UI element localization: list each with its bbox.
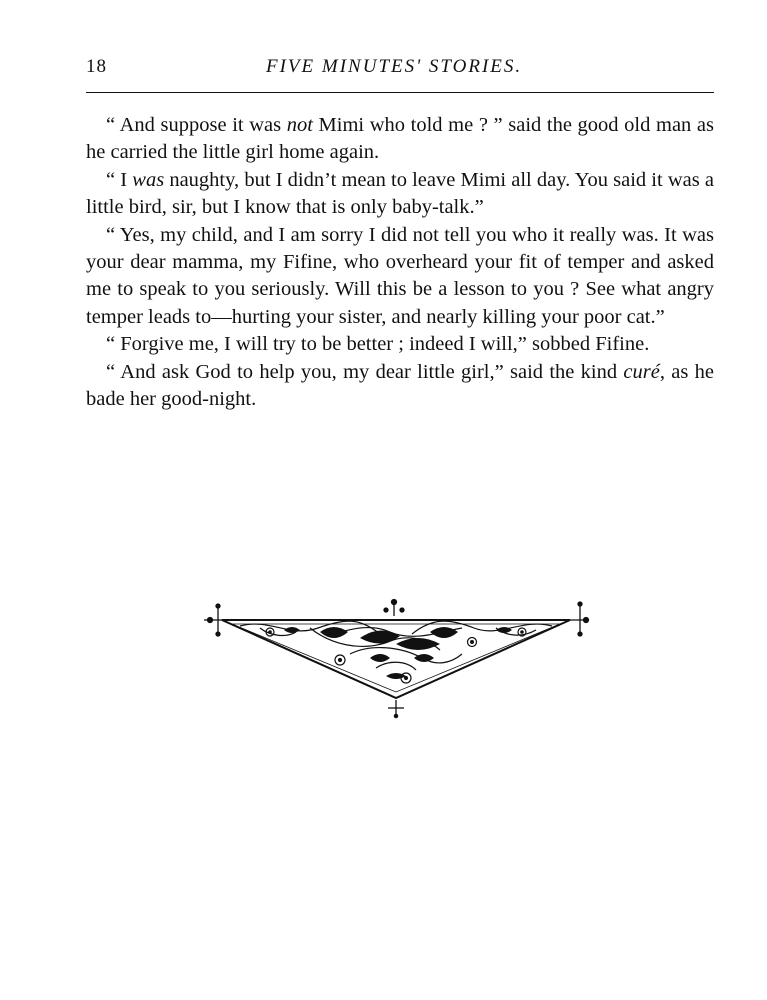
running-head <box>86 56 714 84</box>
text-run: “ Forgive me, I will try to be better ; indeed I will,” sobbed Fifine. <box>106 333 650 356</box>
page-number: 18 <box>86 56 107 77</box>
paragraph <box>86 359 714 414</box>
header-rule <box>86 92 714 93</box>
story-text <box>86 112 714 413</box>
text-run: “ Yes, my child, and I am sorry I did not tell you who it really was. It was your dear mamma, my Fifine, who overheard your fit of temper and asked me to speak to you seriously. Will this be a lesson to you ? See what angry temper leads to—hurting your sister, and nearly killing your poor cat.” <box>86 223 714 328</box>
paragraph <box>86 167 714 222</box>
italic-run: was <box>132 168 165 191</box>
text-run: “ I <box>106 168 133 191</box>
text-run: Mimi who told me ? ” said the good old man as he carried the little girl home again. <box>86 114 714 164</box>
floral-tailpiece-ornament-icon <box>200 598 592 720</box>
paragraph <box>86 112 714 167</box>
text-run: naughty, but I didn’t mean to leave Mimi all day. You said it was a little bird, sir, but I know that is only baby-talk.” <box>86 168 714 219</box>
paragraph <box>86 222 714 332</box>
text-run: “ And ask God to help you, my dear little girl,” said the kind <box>106 360 624 383</box>
running-title: FIVE MINUTES' STORIES. <box>266 56 523 77</box>
paragraph <box>86 331 714 358</box>
italic-run: curé <box>623 360 660 383</box>
italic-run: not <box>286 114 313 136</box>
text-run: “ And suppose it was <box>106 114 287 136</box>
text-run: , as he bade her good-night. <box>86 360 714 411</box>
